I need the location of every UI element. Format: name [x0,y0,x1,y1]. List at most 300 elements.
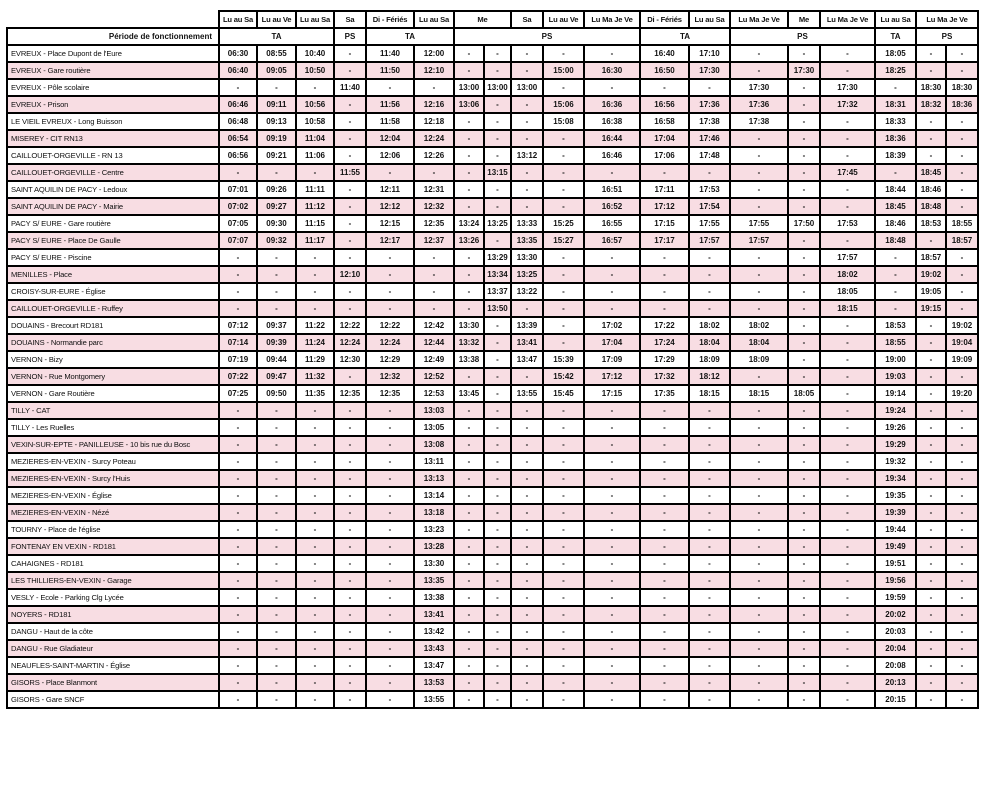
stop-name: CAILLOUET-ORGEVILLE - RN 13 [7,147,219,164]
time-cell: - [511,402,543,419]
time-cell: 12:30 [334,351,366,368]
time-cell: - [334,368,366,385]
time-cell: - [640,691,689,708]
time-cell: - [219,402,257,419]
time-cell: - [584,402,640,419]
time-cell: - [788,79,820,96]
time-cell: - [366,572,414,589]
time-cell: 19:59 [875,589,916,606]
time-cell: - [820,521,875,538]
time-cell: 13:30 [454,317,484,334]
time-cell: - [543,181,584,198]
time-cell: 13:38 [454,351,484,368]
time-cell: 07:07 [219,232,257,249]
time-cell: 12:31 [414,181,454,198]
table-row [7,181,978,198]
time-cell: 17:04 [640,130,689,147]
time-cell: 17:22 [640,317,689,334]
time-cell: - [916,640,946,657]
time-cell: - [366,79,414,96]
time-cell: - [484,691,511,708]
time-cell: - [484,419,511,436]
time-cell: - [219,436,257,453]
time-cell: - [334,130,366,147]
time-cell: 09:26 [257,181,296,198]
time-cell: - [511,555,543,572]
time-cell: - [366,487,414,504]
time-cell: - [414,266,454,283]
time-cell: - [219,589,257,606]
time-cell: 17:09 [584,351,640,368]
time-cell: 06:54 [219,130,257,147]
time-cell: - [788,640,820,657]
time-cell: 17:53 [820,215,875,232]
time-cell: - [820,470,875,487]
time-cell: - [946,113,978,130]
stop-name: PACY S/ EURE - Gare routière [7,215,219,232]
time-cell: - [689,521,730,538]
table-row [7,657,978,674]
time-cell: 13:08 [414,436,454,453]
time-cell: - [640,249,689,266]
time-cell: - [916,674,946,691]
time-cell: - [640,589,689,606]
time-cell: - [946,300,978,317]
time-cell: - [454,249,484,266]
time-cell: - [219,164,257,181]
time-cell: - [454,368,484,385]
time-cell: - [484,96,511,113]
time-cell: 18:53 [875,317,916,334]
time-cell: 09:32 [257,232,296,249]
time-cell: - [730,555,788,572]
time-cell: 09:30 [257,215,296,232]
time-cell: - [543,45,584,62]
stop-name: FONTENAY EN VEXIN - RD181 [7,538,219,555]
time-cell: - [730,572,788,589]
time-cell: - [511,674,543,691]
time-cell: - [584,419,640,436]
time-cell: 12:37 [414,232,454,249]
time-cell: 07:25 [219,385,257,402]
time-cell: - [334,300,366,317]
time-cell: - [511,453,543,470]
time-cell: - [946,402,978,419]
time-cell: 16:40 [640,45,689,62]
time-cell: 19:29 [875,436,916,453]
time-cell: - [414,300,454,317]
period-header-row [7,28,978,45]
time-cell: 18:57 [916,249,946,266]
time-cell: 06:30 [219,45,257,62]
time-cell: - [219,555,257,572]
time-cell: - [366,674,414,691]
time-cell: 12:35 [334,385,366,402]
time-cell: 12:11 [366,181,414,198]
time-cell: 17:32 [820,96,875,113]
time-cell: - [219,453,257,470]
time-cell: - [257,79,296,96]
time-cell: - [511,198,543,215]
time-cell: - [366,538,414,555]
time-cell: - [454,504,484,521]
time-cell: - [219,79,257,96]
day-header: Lu au Sa [296,11,334,28]
time-cell: - [511,130,543,147]
time-cell: - [484,130,511,147]
table-row [7,606,978,623]
time-cell: - [946,283,978,300]
time-cell: 15:06 [543,96,584,113]
time-cell: - [454,419,484,436]
stop-name: MEZIERES-EN-VEXIN - Surcy l'Huis [7,470,219,487]
time-cell: - [730,538,788,555]
time-cell: - [334,504,366,521]
time-cell: - [916,368,946,385]
time-cell: - [730,300,788,317]
time-cell: 13:18 [414,504,454,521]
time-cell: - [257,589,296,606]
time-cell: 13:53 [414,674,454,691]
time-cell: - [257,606,296,623]
time-cell: - [543,589,584,606]
time-cell: - [257,266,296,283]
time-cell: 11:15 [296,215,334,232]
time-cell: 19:00 [875,351,916,368]
time-cell: 12:35 [414,215,454,232]
stop-name: PACY S/ EURE - Place De Gaulle [7,232,219,249]
time-cell: - [296,691,334,708]
time-cell: - [788,691,820,708]
period-header: TA [366,28,454,45]
time-cell: 06:46 [219,96,257,113]
time-cell: 17:12 [584,368,640,385]
time-cell: 17:06 [640,147,689,164]
time-cell: 17:30 [820,79,875,96]
time-cell: - [296,283,334,300]
time-cell: - [788,572,820,589]
time-cell: - [689,623,730,640]
time-cell: 09:05 [257,62,296,79]
time-cell: - [366,657,414,674]
time-cell: - [820,45,875,62]
stop-name: CROISY-SUR-EURE - Église [7,283,219,300]
time-cell: 18:33 [875,113,916,130]
time-cell: - [219,504,257,521]
period-label: Période de fonctionnement [7,28,219,45]
time-cell: - [916,62,946,79]
time-cell: - [454,640,484,657]
time-cell: - [730,181,788,198]
time-cell: - [946,640,978,657]
time-cell: - [820,419,875,436]
time-cell: - [584,453,640,470]
time-cell: - [484,62,511,79]
time-cell: 13:43 [414,640,454,657]
time-cell: 17:36 [689,96,730,113]
time-cell: - [366,691,414,708]
time-cell: 12:10 [414,62,454,79]
time-cell: - [584,504,640,521]
time-cell: - [454,436,484,453]
time-cell: - [219,300,257,317]
time-cell: - [946,249,978,266]
time-cell: - [334,96,366,113]
time-cell: 13:23 [414,521,454,538]
time-cell: - [484,232,511,249]
time-cell: 15:00 [543,62,584,79]
time-cell: - [454,181,484,198]
time-cell: 13:25 [511,266,543,283]
time-cell: - [454,147,484,164]
stop-name: EVREUX - Pôle scolaire [7,79,219,96]
time-cell: 13:15 [484,164,511,181]
time-cell: 13:00 [511,79,543,96]
time-cell: - [788,249,820,266]
time-cell: - [946,470,978,487]
time-cell: 11:40 [334,79,366,96]
time-cell: 16:55 [584,215,640,232]
day-header: Lu au Sa [414,11,454,28]
stop-name: CAILLOUET-ORGEVILLE - Ruffey [7,300,219,317]
time-cell: - [484,657,511,674]
time-cell: 17:45 [820,164,875,181]
time-cell: - [334,198,366,215]
time-cell: - [296,402,334,419]
time-cell: 15:39 [543,351,584,368]
time-cell: 18:36 [875,130,916,147]
stop-name: GISORS - Gare SNCF [7,691,219,708]
time-cell: 20:08 [875,657,916,674]
time-cell: - [820,368,875,385]
time-cell: - [296,453,334,470]
time-cell: 19:15 [916,300,946,317]
stop-name: NEAUFLES-SAINT-MARTIN - Église [7,657,219,674]
period-header: PS [334,28,366,45]
time-cell: 09:39 [257,334,296,351]
time-cell: - [875,164,916,181]
time-cell: 18:04 [730,334,788,351]
time-cell: - [484,402,511,419]
time-cell: - [511,300,543,317]
stop-name: DANGU - Rue Gladiateur [7,640,219,657]
day-header: Me [788,11,820,28]
time-cell: - [640,487,689,504]
time-cell: - [543,521,584,538]
time-cell: - [366,555,414,572]
time-cell: - [334,538,366,555]
time-cell: - [219,419,257,436]
time-cell: 11:50 [366,62,414,79]
time-cell: - [334,62,366,79]
time-cell: - [219,691,257,708]
time-cell: - [820,487,875,504]
time-cell: - [820,555,875,572]
time-cell: 12:10 [334,266,366,283]
stop-name: EVREUX - Prison [7,96,219,113]
stop-name: PACY S/ EURE - Piscine [7,249,219,266]
time-cell: 12:26 [414,147,454,164]
table-row [7,164,978,181]
time-cell: - [788,538,820,555]
time-cell: - [334,215,366,232]
time-cell: - [484,351,511,368]
time-cell: 13:28 [414,538,454,555]
time-cell: 06:56 [219,147,257,164]
table-row [7,317,978,334]
stop-name: EVREUX - Gare routière [7,62,219,79]
time-cell: 17:55 [730,215,788,232]
time-cell: - [543,657,584,674]
time-cell: 17:50 [788,215,820,232]
time-cell: 18:48 [875,232,916,249]
time-cell: - [584,674,640,691]
time-cell: 12:24 [366,334,414,351]
time-cell: - [689,79,730,96]
time-cell: 16:52 [584,198,640,215]
time-cell: - [788,504,820,521]
time-cell: - [730,436,788,453]
period-header: PS [454,28,640,45]
time-cell: 09:13 [257,113,296,130]
time-cell: 07:19 [219,351,257,368]
time-cell: - [454,453,484,470]
time-cell: - [414,79,454,96]
time-cell: - [689,300,730,317]
time-cell: 13:47 [511,351,543,368]
time-cell: - [511,572,543,589]
time-cell: - [366,521,414,538]
time-cell: - [820,606,875,623]
time-cell: - [511,436,543,453]
time-cell: - [820,113,875,130]
table-row [7,453,978,470]
time-cell: - [916,606,946,623]
time-cell: - [946,453,978,470]
time-cell: 17:35 [640,385,689,402]
time-cell: 13:22 [511,283,543,300]
day-header: Lu Ma Je Ve [820,11,875,28]
time-cell: - [916,45,946,62]
time-cell: 15:42 [543,368,584,385]
time-cell: - [454,572,484,589]
time-cell: 13:50 [484,300,511,317]
time-cell: 18:09 [689,351,730,368]
time-cell: - [916,521,946,538]
table-row [7,334,978,351]
days-header-row [7,11,978,28]
time-cell: 12:16 [414,96,454,113]
time-cell: - [730,147,788,164]
time-cell: - [788,317,820,334]
time-cell: - [584,164,640,181]
stop-name: SAINT AQUILIN DE PACY - Ledoux [7,181,219,198]
time-cell: - [511,419,543,436]
time-cell: 16:57 [584,232,640,249]
time-cell: - [788,130,820,147]
time-cell: - [543,623,584,640]
time-cell: 18:44 [875,181,916,198]
time-cell: - [640,606,689,623]
day-header: Lu Ma Je Ve [584,11,640,28]
time-cell: - [689,164,730,181]
time-cell: 09:44 [257,351,296,368]
time-cell: - [334,113,366,130]
time-cell: - [219,623,257,640]
time-cell: 19:39 [875,504,916,521]
time-cell: - [788,674,820,691]
time-cell: - [916,351,946,368]
time-cell: - [454,45,484,62]
time-cell: - [788,164,820,181]
time-cell: 11:17 [296,232,334,249]
time-cell: - [219,572,257,589]
time-cell: - [946,504,978,521]
time-cell: - [484,674,511,691]
time-cell: - [584,45,640,62]
time-cell: - [511,623,543,640]
time-cell: - [511,691,543,708]
time-cell: 11:55 [334,164,366,181]
time-cell: - [730,453,788,470]
time-cell: - [584,691,640,708]
time-cell: - [916,334,946,351]
time-cell: - [689,487,730,504]
time-cell: - [484,334,511,351]
time-cell: 12:24 [334,334,366,351]
time-cell: 13:00 [484,79,511,96]
time-cell: - [334,470,366,487]
time-cell: - [640,266,689,283]
time-cell: - [820,640,875,657]
time-cell: 17:48 [689,147,730,164]
time-cell: - [334,555,366,572]
time-cell: 16:44 [584,130,640,147]
time-cell: 13:30 [414,555,454,572]
time-cell: - [916,436,946,453]
time-cell: 19:34 [875,470,916,487]
stop-name: TOURNY - Place de l'église [7,521,219,538]
time-cell: - [543,691,584,708]
stop-name: TILLY - CAT [7,402,219,419]
time-cell: - [820,402,875,419]
time-cell: 17:04 [584,334,640,351]
time-cell: - [257,249,296,266]
time-cell: 11:35 [296,385,334,402]
time-cell: 17:55 [689,215,730,232]
stop-name: VERNON - Gare Routière [7,385,219,402]
time-cell: - [334,674,366,691]
time-cell: - [484,453,511,470]
time-cell: 16:30 [584,62,640,79]
time-cell: - [334,283,366,300]
time-cell: 18:05 [788,385,820,402]
table-row [7,96,978,113]
time-cell: - [730,266,788,283]
time-cell: - [454,266,484,283]
time-cell: - [584,436,640,453]
day-header: Lu au Sa [875,11,916,28]
time-cell: - [484,368,511,385]
time-cell: 19:14 [875,385,916,402]
time-cell: - [788,232,820,249]
time-cell: 13:55 [414,691,454,708]
time-cell: 19:20 [946,385,978,402]
time-cell: 17:24 [640,334,689,351]
time-cell: - [946,657,978,674]
time-cell: - [689,453,730,470]
time-cell: - [788,436,820,453]
